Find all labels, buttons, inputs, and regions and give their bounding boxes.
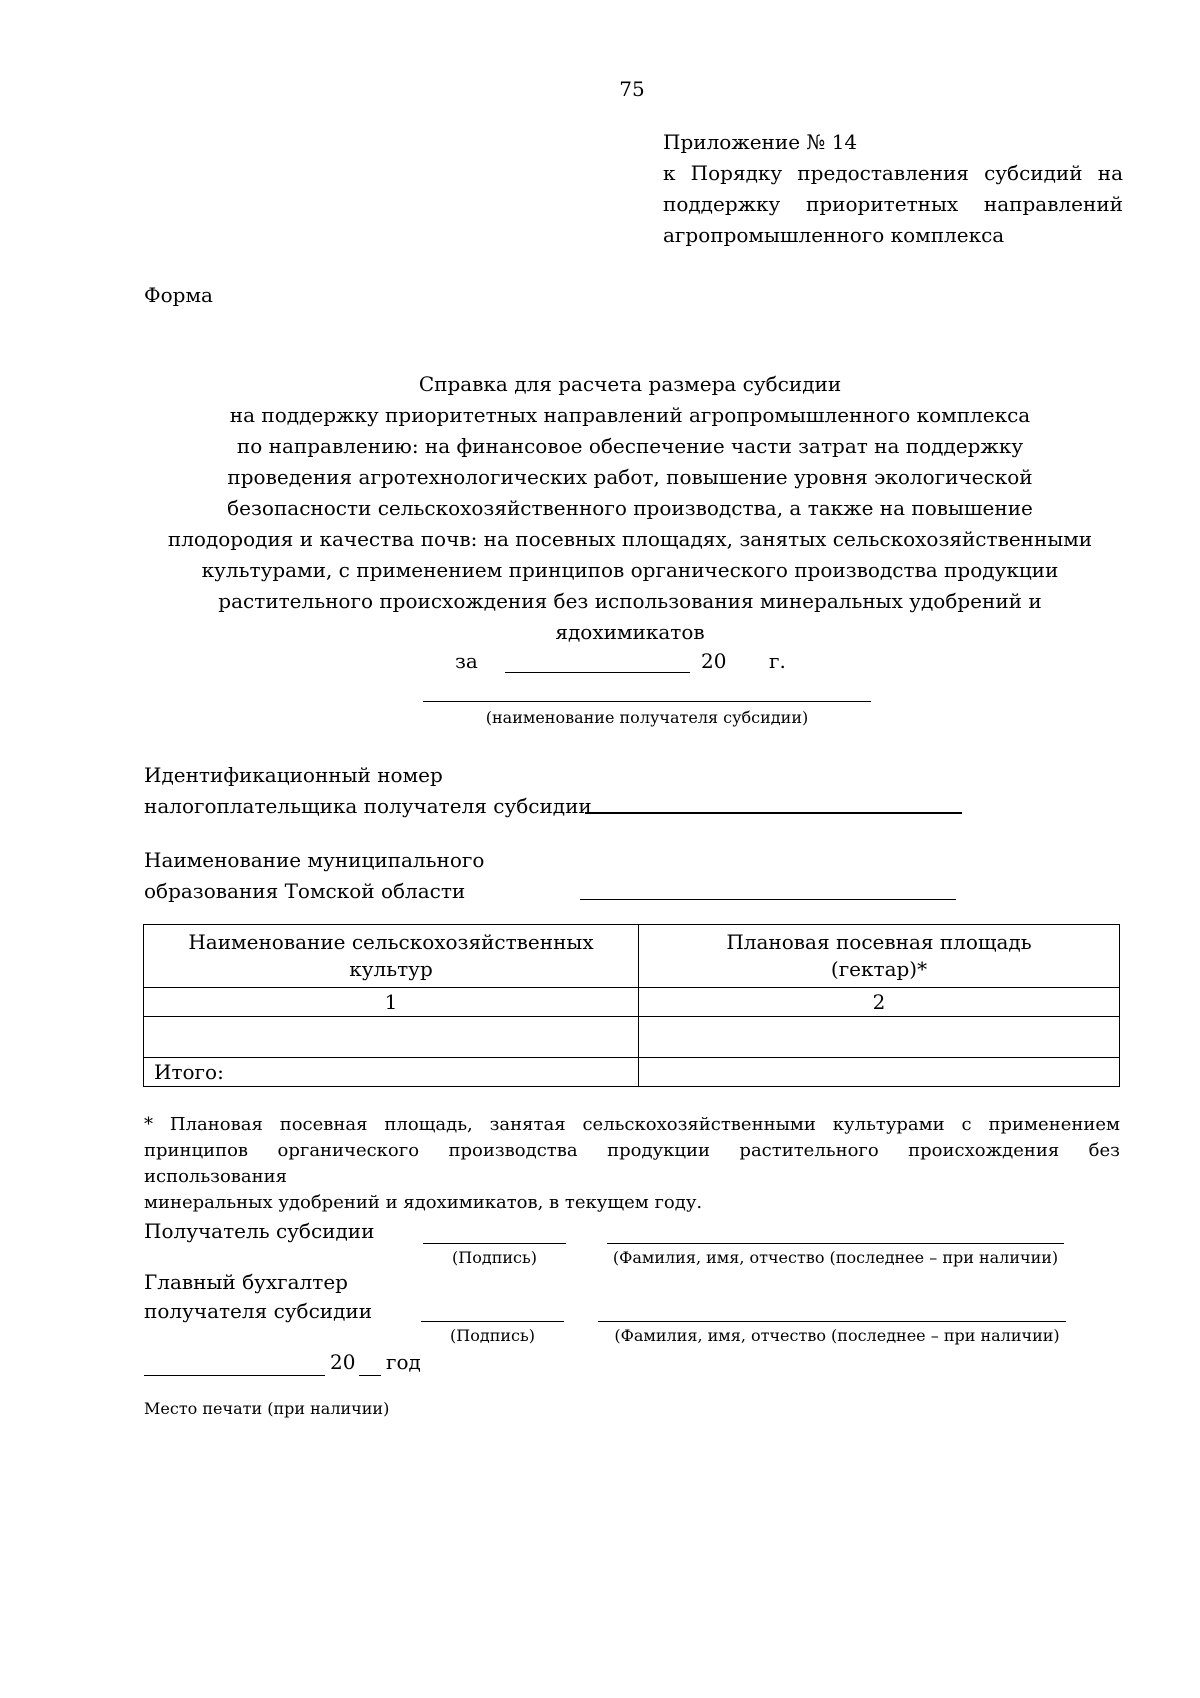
title-line-9: ядохимикатов [555,620,705,644]
footnote [144,1112,1120,1216]
recipient-name-line[interactable] [423,701,871,702]
appendix-line-3: поддержку приоритетных направлений [663,192,1123,216]
recipient-caption: (наименование получателя субсидии) [485,708,809,727]
table-total-value[interactable] [639,1058,1120,1087]
table-header-crops [144,925,639,988]
page-number: 75 [619,77,645,101]
document-title [130,369,1130,648]
period-year: 20 [701,649,727,673]
accountant-signature-label [144,1268,372,1326]
municipality-blank-line[interactable] [580,899,956,900]
municipality-label-line-1: Наименование муниципального [144,848,485,872]
table-row [144,1017,1120,1058]
inn-label [144,760,604,822]
table-header-crops-line-1: Наименование сельскохозяйственных [188,930,594,954]
title-line-2: на поддержку приоритетных направлений агропромышленного комплекса [229,403,1031,427]
inn-blank-line[interactable] [585,812,962,814]
accountant-signature-caption: (Подпись) [450,1326,535,1345]
stamp-place: Место печати (при наличии) [144,1399,390,1418]
footnote-line-2: принципов органического производства продукции растительного происхождения без использования [144,1140,1120,1187]
recipient-signature-caption: (Подпись) [452,1248,537,1267]
footnote-line-1: * Плановая посевная площадь, занятая сельскохозяйственными культурами с применением [144,1114,1120,1135]
crops-table [143,924,1120,1087]
recipient-fullname-caption: (Фамилия, имя, отчество (последнее – при наличии) [612,1248,1059,1267]
table-total-row [144,1058,1120,1087]
appendix-number: Приложение № 14 [663,130,858,154]
period-blank-line[interactable] [505,672,690,673]
title-line-8: растительного происхождения без использования минеральных удобрений и [218,589,1042,613]
accountant-fullname-caption: (Фамилия, имя, отчество (последнее – при наличии) [614,1326,1060,1345]
date-word: год [386,1350,421,1374]
period-suffix: г. [769,649,786,673]
appendix-line-4: агропромышленного комплекса [663,223,1005,247]
date-year-blank[interactable] [359,1375,381,1376]
form-label: Форма [144,283,213,307]
accountant-fullname-line[interactable] [598,1321,1066,1322]
footnote-line-3: минеральных удобрений и ядохимикатов, в текущем году. [144,1192,703,1213]
recipient-signature-line[interactable] [423,1243,566,1244]
municipality-label-line-2: образования Томской области [144,879,466,903]
table-header-area-line-1: Плановая посевная площадь [726,930,1032,954]
period-row [455,646,855,678]
recipient-fullname-line[interactable] [607,1243,1064,1244]
table-total-label: Итого: [144,1058,639,1087]
title-line-7: культурами, с применением принципов органического производства продукции [201,558,1059,582]
title-line-5: безопасности сельскохозяйственного производства, а также на повышение [227,496,1033,520]
title-line-3: по направлению: на финансовое обеспечение части затрат на поддержку [236,434,1024,458]
table-header-area [639,925,1120,988]
accountant-signature-line[interactable] [421,1321,564,1322]
table-column-number-2: 2 [639,988,1120,1017]
title-line-4: проведения агротехнологических работ, повышение уровня экологической [227,465,1033,489]
recipient-signature-label: Получатель субсидии [144,1219,375,1243]
table-header-crops-line-2: культур [349,957,433,981]
table-header-row [144,925,1120,988]
title-line-6: плодородия и качества почв: на посевных площадях, занятых сельскохозяйственными [167,527,1093,551]
appendix-header [663,127,1123,251]
table-cell-area[interactable] [639,1017,1120,1058]
title-line-1: Справка для расчета размера субсидии [418,372,842,396]
accountant-label-line-1: Главный бухгалтер [144,1270,348,1294]
table-column-numbers-row [144,988,1120,1017]
inn-label-line-1: Идентификационный номер [144,763,443,787]
accountant-label-line-2: получателя субсидии [144,1299,373,1323]
date-year: 20 [330,1350,356,1374]
appendix-line-2: к Порядку предоставления субсидий на [663,161,1123,185]
period-prefix: за [455,649,478,673]
municipality-label [144,845,604,907]
date-blank-line[interactable] [144,1375,325,1376]
table-cell-crop[interactable] [144,1017,639,1058]
inn-label-line-2: налогоплательщика получателя субсидии [144,794,592,818]
table-column-number-1: 1 [144,988,639,1017]
table-header-area-line-2: (гектар)* [830,957,928,981]
